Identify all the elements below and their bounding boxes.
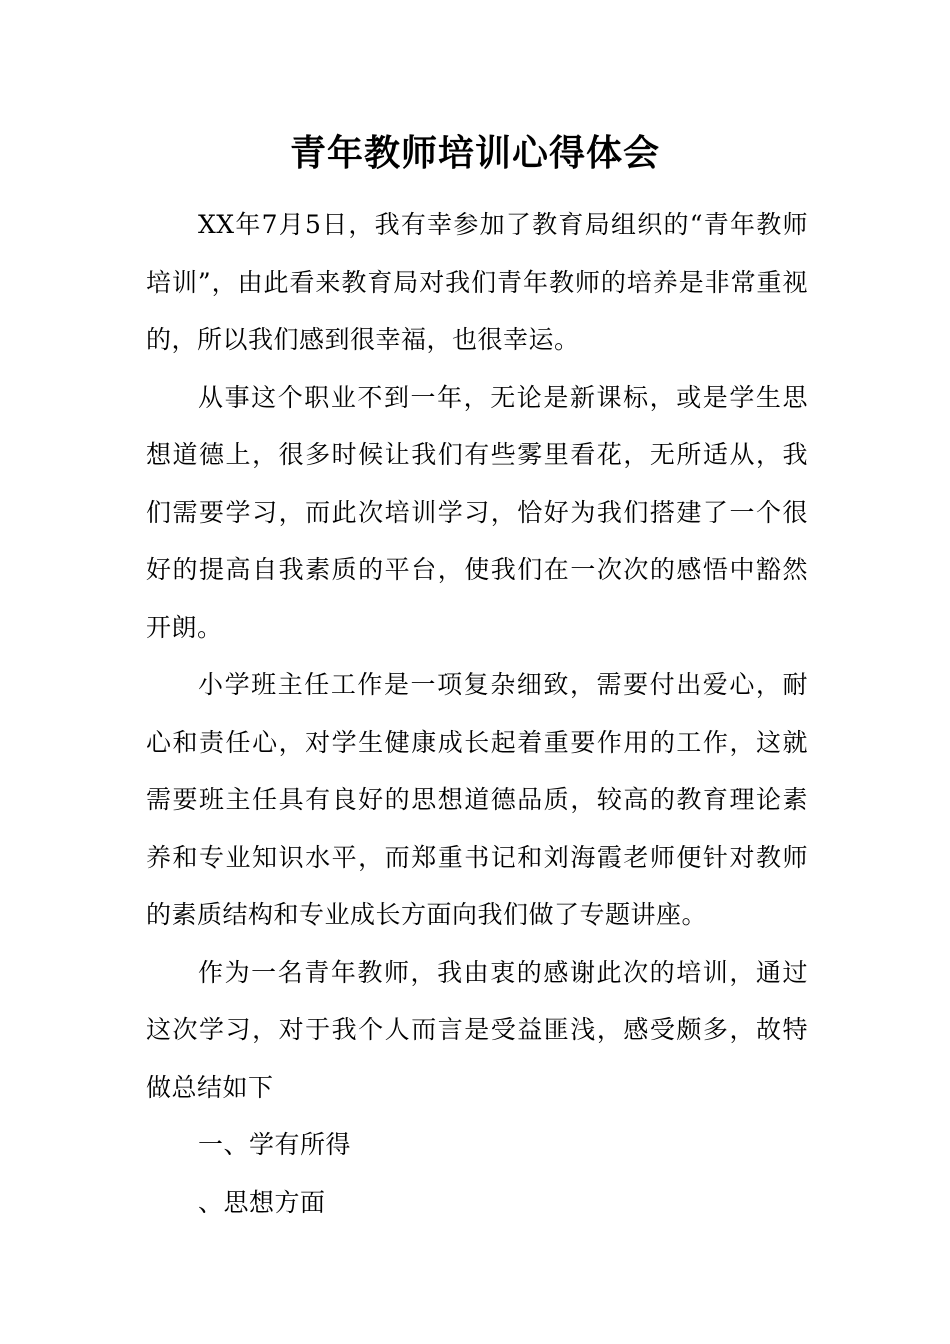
document-body — [146, 196, 808, 1231]
subsection-heading: 、思想方面 — [198, 1187, 326, 1217]
paragraph-4: 作为一名青年教师，我由衷的感谢此次的培训，通过这次学习，对于我个人而言是受益匪浅，感受颇多，故特做总结如下 — [146, 957, 808, 1102]
paragraph-1: XX年7月5日，我有幸参加了教育局组织的“青年教师培训”，由此看来教育局对我们青年教师的培养是非常重视的，所以我们感到很幸福，也很幸运。 — [146, 210, 808, 354]
document-title: 青年教师培训心得体会 — [289, 132, 660, 174]
section-heading: 一、学有所得 — [198, 1130, 352, 1159]
paragraph-3: 小学班主任工作是一项复杂细致，需要付出爱心，耐心和责任心，对学生健康成长起着重要作用的工作，这就需要班主任具有良好的思想道德品质，较高的教育理论素养和专业知识水平，而郑重书记和刘海霞老师便针对教师的素质结构和专业成长方面向我们做了专题讲座。 — [146, 670, 808, 929]
paragraph-2: 从事这个职业不到一年，无论是新课标，或是学生思想道德上，很多时候让我们有些雾里看花，无所适从，我们需要学习，而此次培训学习，恰好为我们搭建了一个很好的提高自我素质的平台，使我们在一次次的感悟中豁然开朗。 — [146, 382, 808, 642]
